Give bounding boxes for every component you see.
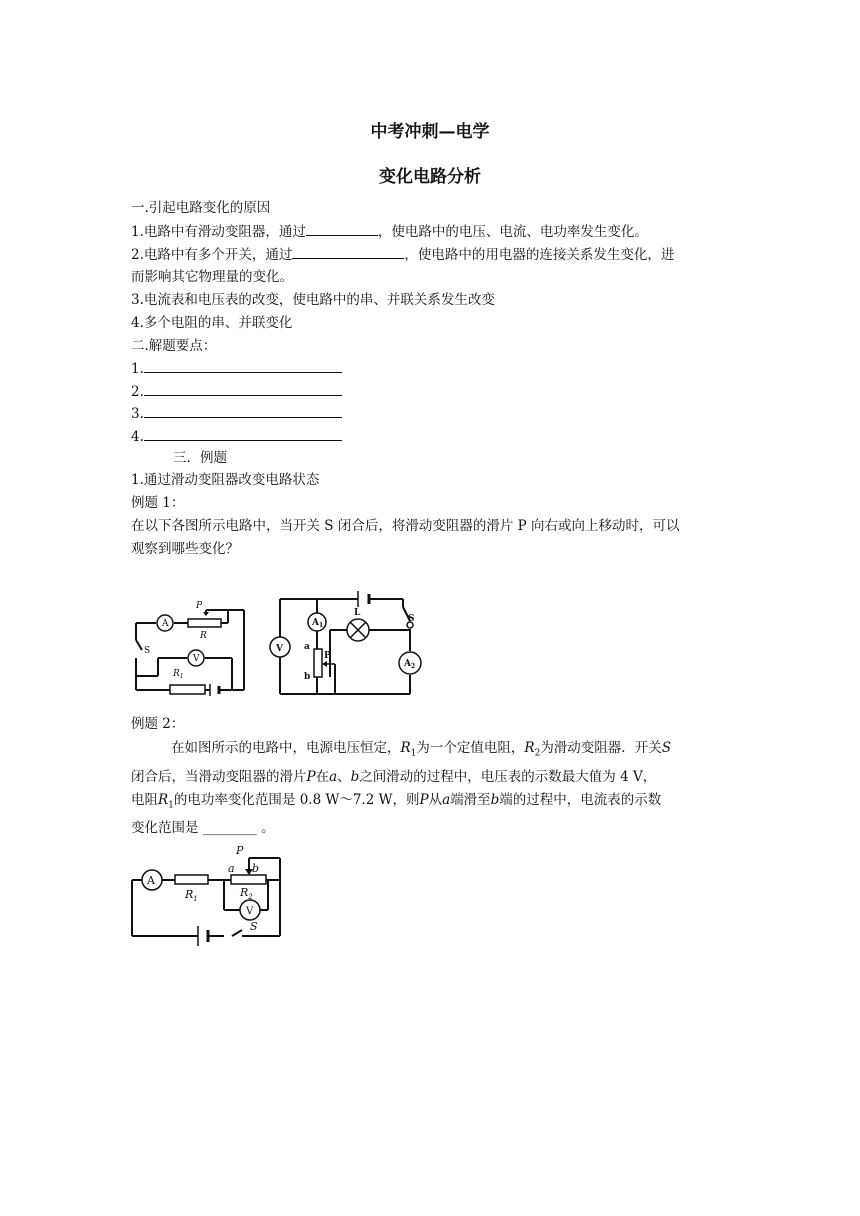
point-number: 3. <box>131 406 144 422</box>
resistor-icon <box>170 685 205 694</box>
lamp-label: L <box>354 608 361 618</box>
voltmeter-label: V <box>276 644 283 654</box>
ammeter-label: A <box>162 619 169 629</box>
switch-label: S <box>250 920 258 933</box>
fill-blank <box>144 358 342 373</box>
example2-paragraph <box>131 737 731 840</box>
section1-item4: 4.多个电阻的串、并联变化 <box>131 315 293 331</box>
ammeter-2-label: $A_2$ <box>404 659 416 670</box>
point-4 <box>131 426 342 447</box>
item2-text-a: 2.电路中有多个开关，通过 <box>131 247 293 263</box>
example1-line2: 观察到哪些变化？ <box>131 541 239 557</box>
section1-item3: 3.电流表和电压表的改变，使电路中的串、并联关系发生改变 <box>131 292 495 308</box>
point-number: 2. <box>131 384 144 400</box>
example1-label: 例题 1： <box>131 495 185 511</box>
item1-text-a: 1.电路中有滑动变阻器，通过 <box>131 224 306 240</box>
point-1 <box>131 358 342 379</box>
fill-blank <box>306 221 378 236</box>
point-number: 4. <box>131 429 144 445</box>
example2-line3: 电阻$R_1$的电功率变化范围是 0.8 W～7.2 W，则P从a端滑至b端的过程中，电流表的示数 <box>131 791 662 811</box>
end-a-label: a <box>304 642 310 652</box>
document-subtitle: 变化电路分析 <box>379 167 481 187</box>
r1-label: $R_1$ <box>185 888 198 903</box>
slider-arrow-icon <box>203 612 209 616</box>
resistor-r1-icon <box>175 875 208 884</box>
fill-blank <box>144 403 342 418</box>
example2-line2: 闭合后，当滑动变阻器的滑片P在a、b之间滑动的过程中，电压表的示数最大值为 4 V， <box>131 768 657 785</box>
section1-item2 <box>131 244 674 265</box>
slider-label: P <box>324 651 331 661</box>
document-title: 中考冲刺—电学 <box>370 122 490 142</box>
section1-item2-cont: 而影响其它物理量的变化。 <box>131 269 293 285</box>
item1-text-b: ，使电路中的电压、电流、电功率发生变化。 <box>377 224 648 240</box>
example2-label: 例题 2： <box>131 716 185 732</box>
section3-heading: 三．例题 <box>173 450 227 466</box>
fill-blank <box>144 426 342 441</box>
fill-blank <box>292 244 404 259</box>
section1-item1 <box>131 221 648 242</box>
slider-label: P <box>236 844 244 857</box>
rheostat-icon <box>314 649 322 677</box>
end-b-label: b <box>304 672 311 682</box>
voltmeter-label: V <box>246 906 254 917</box>
ammeter-label: A <box>147 874 155 887</box>
voltmeter-label: V <box>193 654 200 664</box>
fill-blank <box>144 381 342 396</box>
section2-heading: 二.解题要点： <box>131 338 217 354</box>
r2-label: $R_2$ <box>240 886 253 901</box>
end-a-label: a <box>228 862 235 875</box>
switch-label: S <box>144 646 151 656</box>
section3-sub1: 1.通过滑动变阻器改变电路状态 <box>131 472 320 488</box>
slider-label: P <box>196 601 203 611</box>
item2-text-b: ，使电路中的用电器的连接关系发生变化，进 <box>404 247 675 263</box>
ammeter-1-label: $A_1$ <box>312 618 324 629</box>
example1-line1: 在以下各图所示电路中，当开关 S 闭合后，将滑动变阻器的滑片 P 向右或向上移动时，可以 <box>131 518 680 534</box>
switch-label: S <box>408 614 415 624</box>
circuit-figure-2 <box>264 585 422 697</box>
point-2 <box>131 381 342 402</box>
circuit-figure-3 <box>128 838 288 950</box>
section1-heading: 一.引起电路变化的原因 <box>131 200 271 216</box>
resistor-label: $R_1$ <box>173 669 184 680</box>
rheostat-label: R <box>200 631 207 641</box>
point-number: 1. <box>131 361 144 377</box>
end-b-label: b <box>252 862 260 875</box>
example2-line1: 在如图所示的电路中，电源电压恒定，$R_1$为一个定值电阻，$R_2$为滑动变阻器．开关S <box>171 740 672 759</box>
rheostat-r2-icon <box>231 875 266 884</box>
example2-line4: 变化范围是 ________ 。 <box>131 820 275 837</box>
rheostat-icon <box>188 619 221 627</box>
point-3 <box>131 403 342 424</box>
circuit-figure-1 <box>128 596 258 696</box>
